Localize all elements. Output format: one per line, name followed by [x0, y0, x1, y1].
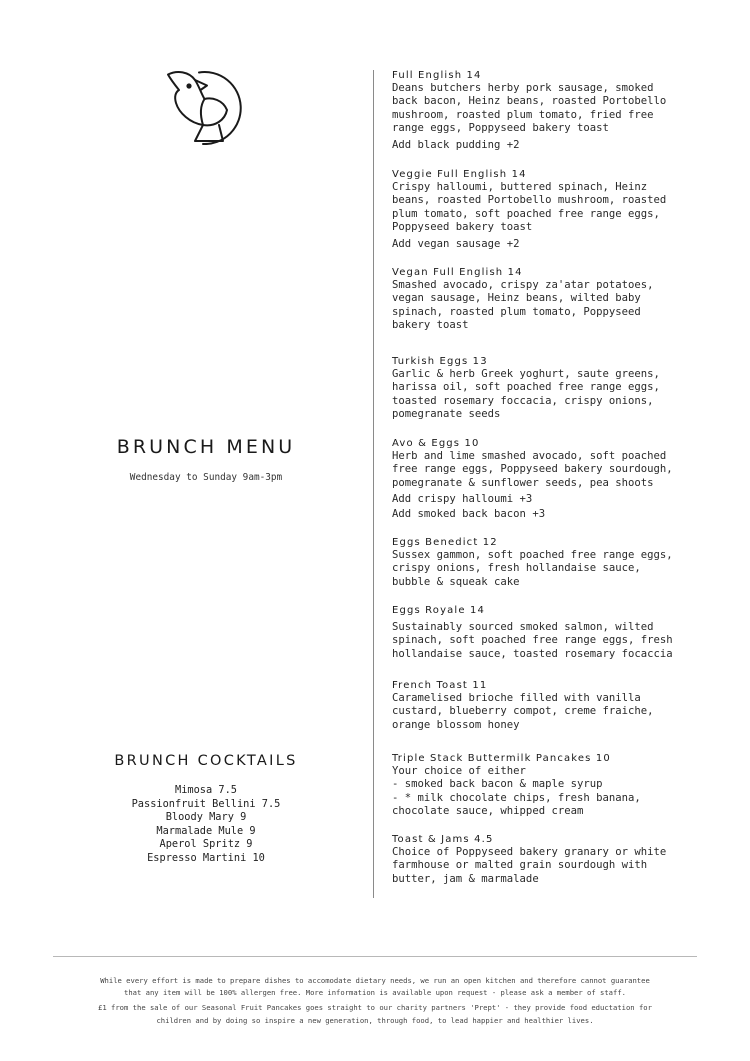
charity-notice-line: children and by doing so inspire a new generation, through food, to lead happier and healthier lives.: [156, 1015, 594, 1025]
column-divider: [373, 70, 374, 898]
opening-hours: Wednesday to Sunday 9am-3pm: [129, 472, 283, 483]
cocktail-item: Espresso Martini 10: [147, 851, 265, 864]
menu-item-full-english: [392, 69, 737, 153]
menu-item-pancakes: [392, 752, 737, 819]
cocktail-item: Marmalade Mule 9: [156, 824, 256, 837]
cocktail-item: Aperol Spritz 9: [159, 838, 253, 850]
menu-item-addon: Add vegan sausage +2: [392, 237, 520, 250]
menu-item-toast-jams: [392, 833, 737, 886]
cocktail-item: Bloody Mary 9: [165, 811, 247, 823]
allergen-notice-line: that any item will be 100% allergen free. More information is available upon request - please ask a member of staff.: [124, 988, 626, 998]
menu-item-title: Toast & Jams 4.5: [392, 834, 494, 845]
menu-item-vegan-full-english: [392, 266, 737, 333]
menu-item-title: Turkish Eggs 13: [392, 356, 488, 367]
bird-logo-icon: [163, 69, 245, 145]
menu-item-description: Choice of Poppyseed bakery granary or white farmhouse or malted grain sourdough with butter, jam & marmalade: [392, 846, 667, 885]
menu-item-description: Garlic & herb Greek yoghurt, saute greens, harissa oil, soft poached free range eggs, toasted rosemary foccacia, crispy onions, pomegranate seeds: [392, 368, 660, 421]
menu-item-title: Vegan Full English 14: [392, 267, 523, 278]
menu-item-title: Triple Stack Buttermilk Pancakes 10: [392, 753, 611, 764]
menu-item-title: Avo & Eggs 10: [392, 438, 480, 449]
footer: [53, 975, 697, 1027]
menu-item-addon: Add crispy halloumi +3 Add smoked back bacon +3: [392, 493, 546, 521]
menu-item-title: Veggie Full English 14: [392, 169, 527, 180]
menu-title: BRUNCH MENU: [116, 436, 296, 458]
menu-item-french-toast: [392, 679, 737, 732]
menu-item-eggs-royale: [392, 604, 737, 661]
allergen-notice-line: While every effort is made to prepare dishes to accomodate dietary needs, we run an open kitchen and therefore cannot guarantee: [100, 976, 650, 985]
cocktail-list: [90, 784, 322, 865]
menu-item-description: Your choice of either - smoked back bacon & maple syrup - * milk chocolate chips, fresh banana, chocolate sauce, whipped cream: [392, 765, 641, 818]
cocktail-item: Mimosa 7.5: [175, 784, 237, 796]
menu-item-veggie-full-english: [392, 168, 737, 252]
menu-item-addon: Add black pudding +2: [392, 138, 520, 151]
menu-item-description: Crispy halloumi, buttered spinach, Heinz beans, roasted Portobello mushroom, roasted plum tomato, soft poached free range eggs, Poppyseed bakery toast: [392, 181, 667, 234]
menu-item-title: Eggs Benedict 12: [392, 537, 498, 548]
menu-item-description: Herb and lime smashed avocado, soft poached free range eggs, Poppyseed bakery sourdough, pomegranate & sunflower seeds, pea shoots: [392, 450, 673, 489]
cocktails-title: BRUNCH COCKTAILS: [114, 753, 298, 769]
menu-item-description: Caramelised brioche filled with vanilla custard, blueberry compot, creme fraiche, orange blossom honey: [392, 692, 654, 731]
charity-notice-line: £1 from the sale of our Seasonal Fruit Pancakes goes straight to our charity partners 'Prept' - they provide food eductation for: [98, 1003, 652, 1013]
menu-item-title: French Toast 11: [392, 680, 488, 691]
menu-item-description: Deans butchers herby pork sausage, smoked back bacon, Heinz beans, roasted Portobello mushroom, roasted plum tomato, fried free range eggs, Poppyseed bakery toast: [392, 82, 667, 135]
menu-item-description: Sustainably sourced smoked salmon, wilted spinach, soft poached free range eggs, fresh hollandaise sauce, toasted rosemary focaccia: [392, 621, 673, 660]
footer-divider: [53, 956, 697, 957]
menu-item-title: Eggs Royale 14: [392, 605, 485, 616]
menu-item-eggs-benedict: [392, 536, 737, 589]
menu-item-avo-eggs: [392, 437, 737, 522]
menu-item-turkish-eggs: [392, 355, 737, 422]
menu-item-title: Full English 14: [392, 70, 482, 81]
menu-item-description: Sussex gammon, soft poached free range eggs, crispy onions, fresh hollandaise sauce, bubble & squeak cake: [392, 549, 673, 588]
menu-item-description: Smashed avocado, crispy za'atar potatoes, vegan sausage, Heinz beans, wilted baby spinach, roasted plum tomato, Poppyseed bakery toast: [392, 279, 654, 332]
cocktail-item: Passionfruit Bellini 7.5: [131, 797, 281, 810]
